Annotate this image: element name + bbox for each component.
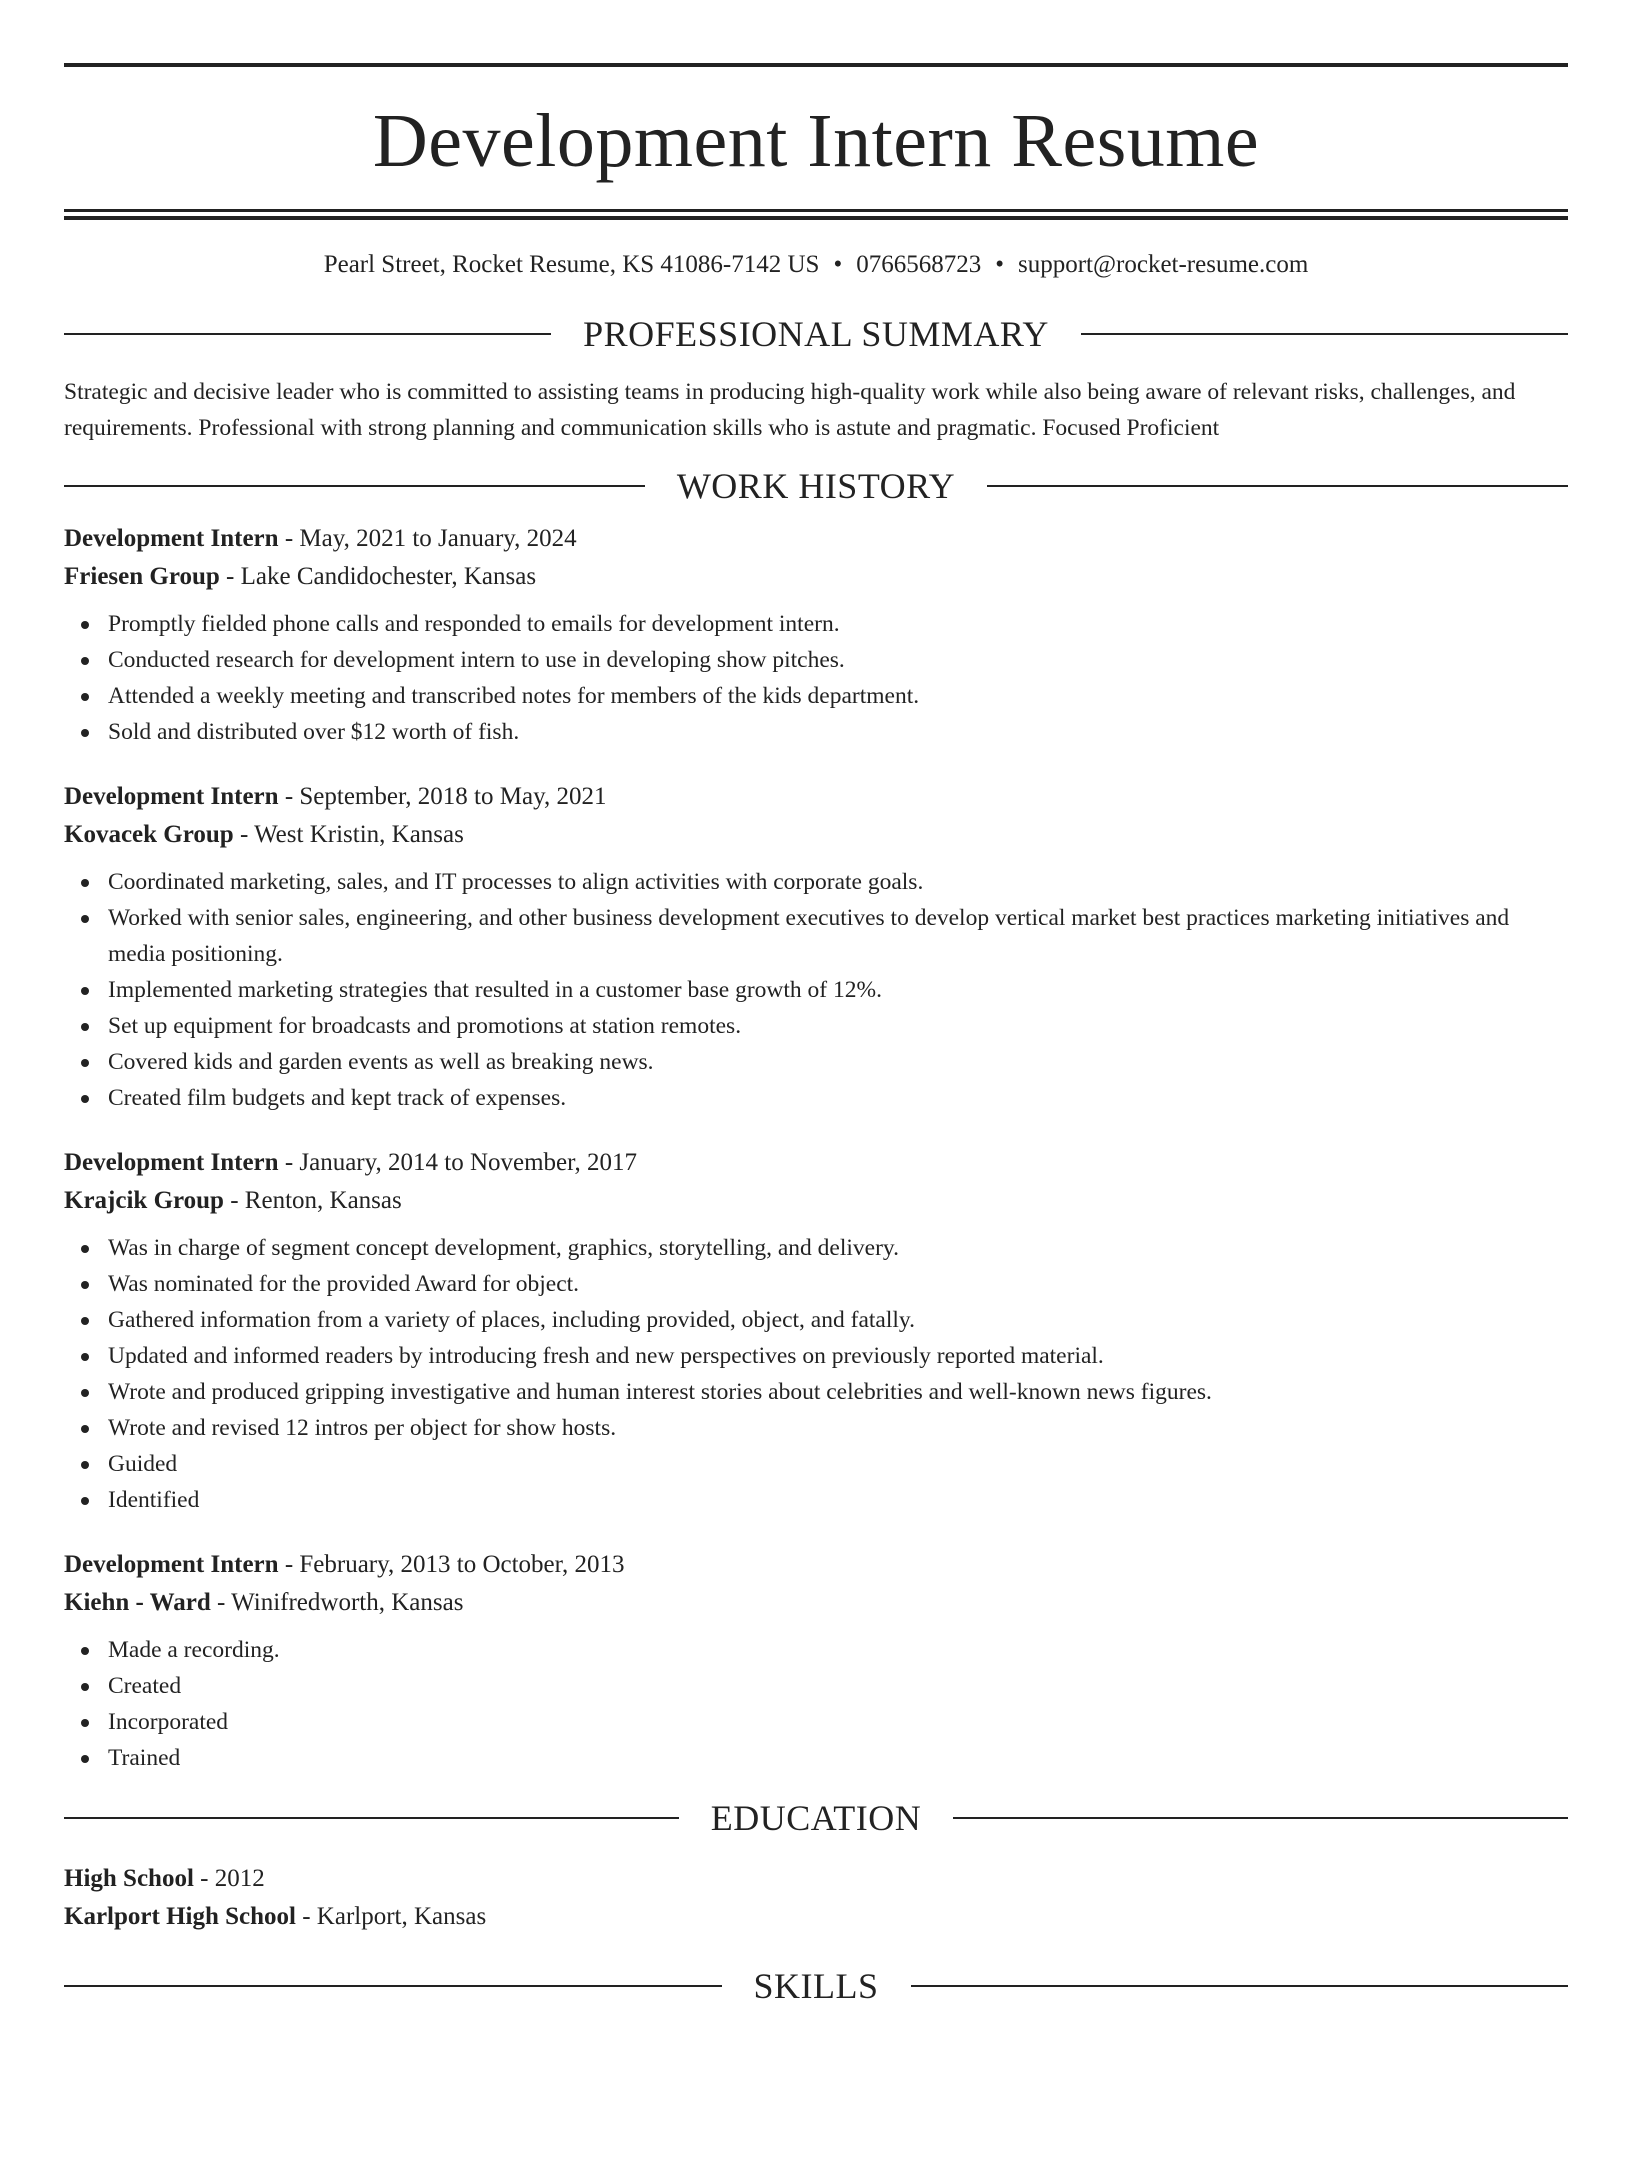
education-school-line <box>64 1898 1568 1936</box>
top-rule <box>64 63 1568 67</box>
job-title-line <box>64 1546 1568 1584</box>
section-rule <box>953 1817 1568 1819</box>
job-bullet-list <box>64 1230 1568 1518</box>
list-item: Updated and informed readers by introducing fresh and new perspectives on previously reported material. <box>64 1338 1568 1374</box>
job-bullet-list <box>64 606 1568 750</box>
list-item: Sold and distributed over $12 worth of fish. <box>64 714 1568 750</box>
job-title-line <box>64 1144 1568 1182</box>
job-company-line <box>64 816 1568 854</box>
section-rule <box>1081 333 1568 335</box>
job-company-line <box>64 1584 1568 1622</box>
contact-separator: • <box>833 251 843 278</box>
list-item: Identified <box>64 1482 1568 1518</box>
job-dates: - January, 2014 to November, 2017 <box>278 1149 637 1176</box>
section-rule <box>64 485 645 487</box>
list-item: Was in charge of segment concept development, graphics, storytelling, and delivery. <box>64 1230 1568 1266</box>
resume-title: Development Intern Resume <box>372 99 1260 183</box>
title-double-rule <box>64 209 1568 220</box>
list-item: Wrote and produced gripping investigative and human interest stories about celebrities and well-known news figures. <box>64 1374 1568 1410</box>
list-item: Gathered information from a variety of places, including provided, object, and fatally. <box>64 1302 1568 1338</box>
section-rule <box>911 1985 1569 1987</box>
list-item: Guided <box>64 1446 1568 1482</box>
list-item: Wrote and revised 12 intros per object for show hosts. <box>64 1410 1568 1446</box>
job-entry <box>64 520 1568 750</box>
section-title: EDUCATION <box>710 1798 922 1838</box>
job-dates: - September, 2018 to May, 2021 <box>278 783 607 810</box>
list-item: Created <box>64 1668 1568 1704</box>
job-title: Development Intern <box>64 1149 279 1176</box>
list-item: Covered kids and garden events as well as breaking news. <box>64 1044 1568 1080</box>
education-degree-line <box>64 1860 1568 1898</box>
section-rule <box>64 1985 722 1987</box>
section-header-summary <box>64 314 1568 354</box>
section-rule <box>64 1817 679 1819</box>
job-company: Kiehn - Ward <box>64 1589 211 1616</box>
contact-address: Pearl Street, Rocket Resume, KS 41086-7142 US <box>323 251 820 278</box>
section-rule <box>987 485 1568 487</box>
education-year: - 2012 <box>193 1865 265 1892</box>
contact-separator: • <box>995 251 1004 278</box>
section-title: SKILLS <box>753 1966 879 2006</box>
education-degree: High School <box>64 1865 194 1892</box>
education-school: Karlport High School <box>64 1903 296 1930</box>
job-title-line <box>64 778 1568 816</box>
contact-line <box>64 248 1568 282</box>
job-dates: - May, 2021 to January, 2024 <box>278 525 577 552</box>
section-header-education <box>64 1798 1568 1838</box>
job-company: Friesen Group <box>64 563 220 590</box>
job-bullet-list <box>64 864 1568 1116</box>
job-company: Kovacek Group <box>64 821 234 848</box>
section-rule <box>64 333 551 335</box>
list-item: Conducted research for development intern to use in developing show pitches. <box>64 642 1568 678</box>
job-title-line <box>64 520 1568 558</box>
job-company-line <box>64 1182 1568 1220</box>
list-item: Was nominated for the provided Award for object. <box>64 1266 1568 1302</box>
section-header-skills <box>64 1966 1568 2006</box>
resume-page <box>0 63 1632 2175</box>
list-item: Coordinated marketing, sales, and IT processes to align activities with corporate goals. <box>64 864 1568 900</box>
list-item: Attended a weekly meeting and transcribed notes for members of the kids department. <box>64 678 1568 714</box>
work-history-list <box>64 520 1568 1776</box>
job-company: Krajcik Group <box>64 1187 224 1214</box>
job-location: - West Kristin, Kansas <box>233 821 464 848</box>
section-header-work <box>64 466 1568 506</box>
job-entry <box>64 1546 1568 1776</box>
job-entry <box>64 1144 1568 1518</box>
job-company-line <box>64 558 1568 596</box>
job-title: Development Intern <box>64 525 279 552</box>
list-item: Implemented marketing strategies that resulted in a customer base growth of 12%. <box>64 972 1568 1008</box>
contact-email: support@rocket-resume.com <box>1018 251 1309 278</box>
job-location: - Lake Candidochester, Kansas <box>219 563 537 590</box>
list-item: Worked with senior sales, engineering, and other business development executives to develop vertical market best practices marketing initiatives and media positioning. <box>64 900 1568 972</box>
list-item: Created film budgets and kept track of expenses. <box>64 1080 1568 1116</box>
education-entry <box>64 1860 1568 1936</box>
job-title: Development Intern <box>64 1551 279 1578</box>
section-title: WORK HISTORY <box>676 466 956 506</box>
job-dates: - February, 2013 to October, 2013 <box>278 1551 625 1578</box>
list-item: Trained <box>64 1740 1568 1776</box>
list-item: Made a recording. <box>64 1632 1568 1668</box>
contact-phone: 0766568723 <box>856 251 982 278</box>
job-location: - Renton, Kansas <box>223 1187 402 1214</box>
job-location: - Winifredworth, Kansas <box>210 1589 464 1616</box>
list-item: Set up equipment for broadcasts and promotions at station remotes. <box>64 1008 1568 1044</box>
job-title: Development Intern <box>64 783 279 810</box>
section-title: PROFESSIONAL SUMMARY <box>583 314 1049 354</box>
list-item: Promptly fielded phone calls and responded to emails for development intern. <box>64 606 1568 642</box>
summary-text: Strategic and decisive leader who is committed to assisting teams in producing high-quality work while also being aware of relevant risks, challenges, and requirements. Professional with strong planning and communication skills who is astute and pragmatic. Focused Proficient <box>64 379 1516 441</box>
job-entry <box>64 778 1568 1116</box>
list-item: Incorporated <box>64 1704 1568 1740</box>
job-bullet-list <box>64 1632 1568 1776</box>
education-location: - Karlport, Kansas <box>295 1903 487 1930</box>
